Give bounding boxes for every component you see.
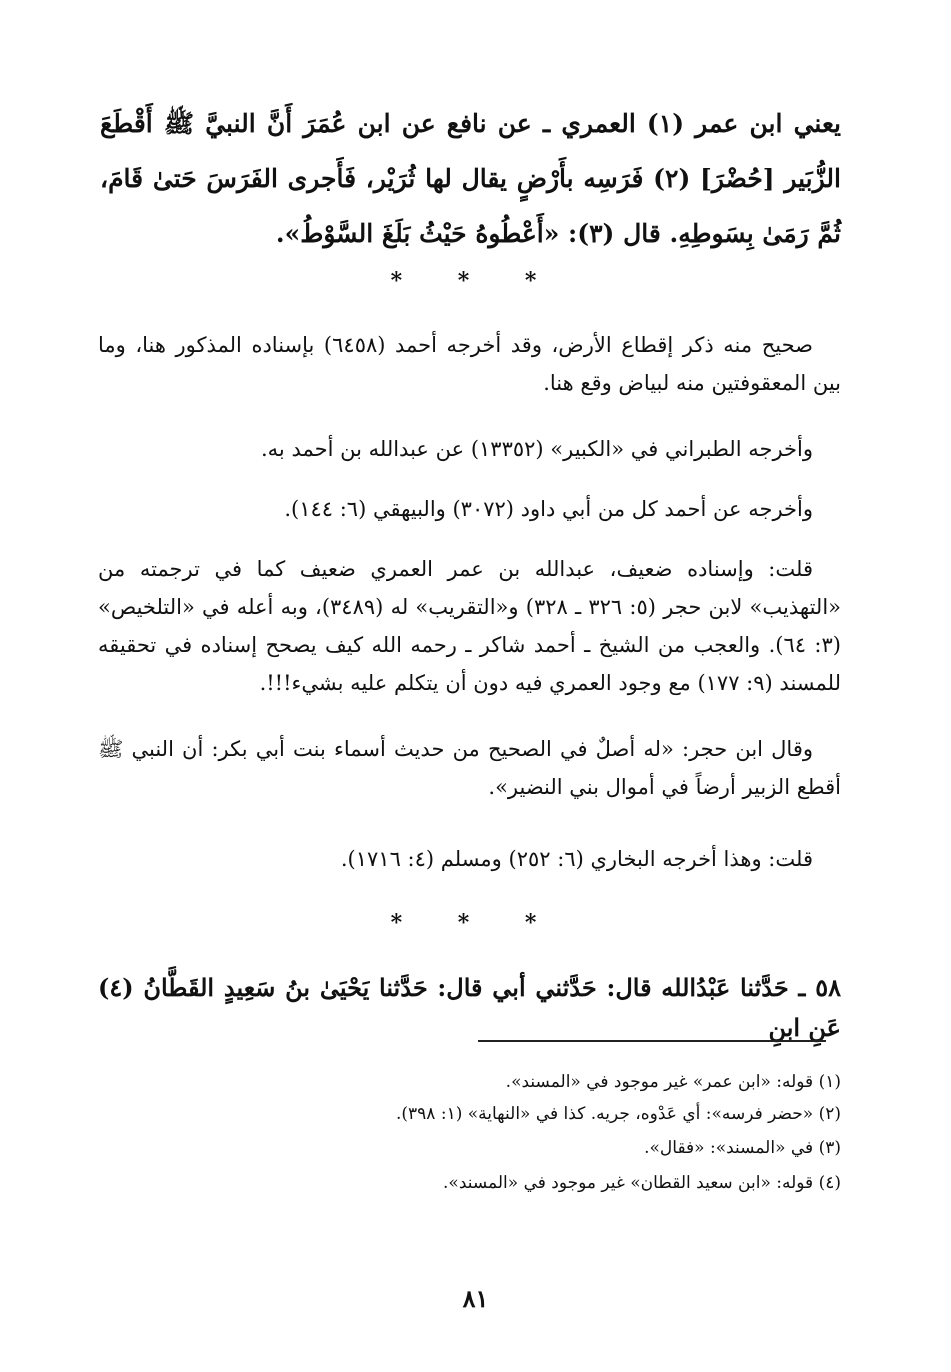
commentary-paragraph: وقال ابن حجر: «له أصلٌ في الصحيح من حديث أسماء بنت أبي بكر: أن النبي ﷺ أقطع الزبير أرضاً في أموال بني النضير». <box>98 737 841 799</box>
commentary-paragraph: وأخرجه الطبراني في «الكبير» (١٣٣٥٢) عن عبدالله بن أحمد به. <box>261 437 813 461</box>
commentary-paragraph: صحيح منه ذكر إقطاع الأرض، وقد أخرجه أحمد (٦٤٥٨) بإسناده المذكور هنا، وما بين المعقوفتين منه لبياض وقع هنا. <box>98 333 841 395</box>
footnote: (٤) قوله: «ابن سعيد القطان» غير موجود في «المسند». <box>443 1173 841 1193</box>
footnote: (٣) في «المسند»: «فقال». <box>644 1138 841 1158</box>
section-separator-bottom: * * * <box>390 910 561 936</box>
footnote-divider <box>478 1040 826 1042</box>
commentary-paragraph: قلت: وهذا أخرجه البخاري (٦: ٢٥٢) ومسلم (٤: ١٧١٦). <box>340 847 813 871</box>
next-hadith-heading: ٥٨ ـ حَدَّثنا عَبْدُالله قال: حَدَّثني أبي قال: حَدَّثنا يَحْيَىٰ بنُ سَعِيدٍ القَطَّانُ (٤) عَنِ ابنِ <box>98 973 841 1042</box>
commentary-paragraph: قلت: وإسناده ضعيف، عبدالله بن عمر العمري ضعيف كما في ترجمته من «التهذيب» لابن حجر (٥: ٣٢٦ ـ ٣٢٨) و«التقريب» له (٣٤٨٩)، وبه أعله في «التلخيص» (٣: ٦٤). والعجب من الشيخ ـ أحمد شاكر ـ رحمه الله كيف يصحح إسناده في تحقيقه للمسند (٩: ١٧٧) مع وجود العمري فيه دون أن يتكلم عليه بشيء!!!. <box>98 557 841 695</box>
footnote: (١) قوله: «ابن عمر» غير موجود في «المسند». <box>505 1072 841 1092</box>
hadith-narration-text: يعني ابن عمر (١) العمري ـ عن نافع عن ابن عُمَرَ أَنَّ النبيَّ ﷺ أَقْطَعَ الزُّبَير [حُضْرَ] (٢) فَرَسِه بأَرْضٍ يقال لها ثُرَيْر، فَأَجرى الفَرَسَ حَتىٰ قَامَ، ثُمَّ رَمَىٰ بِسَوطِهِ. قال (٣): «أَعْطُوهُ حَيْثُ بَلَغَ السَّوْطُ». <box>100 109 841 248</box>
footnote: (٢) «حضر فرسه»: أي عَدْوه، جريه. كذا في «النهاية» (١: ٣٩٨). <box>395 1104 841 1124</box>
commentary-paragraph: وأخرجه عن أحمد كل من أبي داود (٣٠٧٢) والبيهقي (٦: ١٤٤). <box>284 497 813 521</box>
page-number: ٨١ <box>462 1284 489 1313</box>
section-separator-top: * * * <box>390 268 561 294</box>
hadith-narration <box>100 96 841 261</box>
